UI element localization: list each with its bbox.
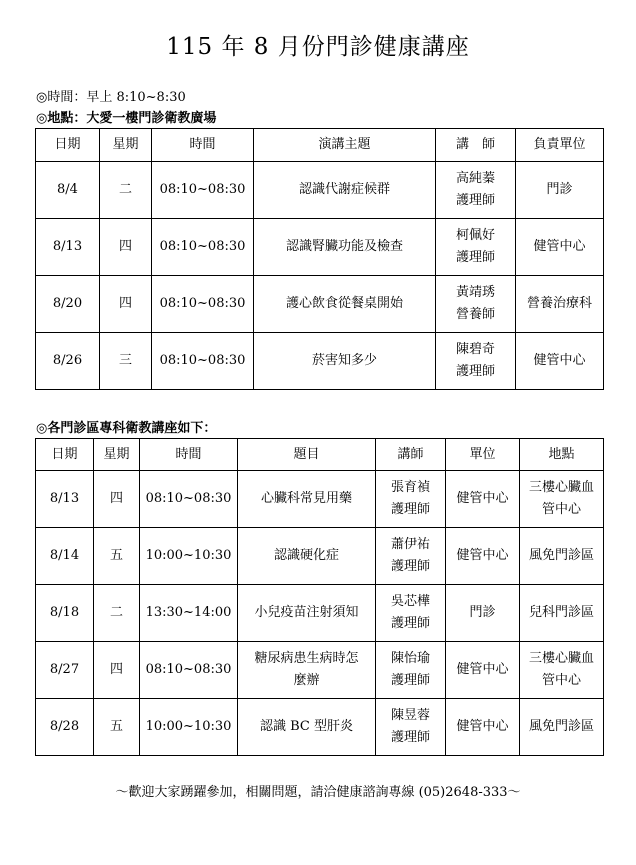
speaker-title: 護理師 — [390, 502, 430, 517]
cell-unit: 門診 — [516, 162, 604, 219]
cell-location — [520, 699, 604, 756]
cell-time: 08:10~08:30 — [152, 333, 254, 390]
speaker-name: 張育禎 — [390, 480, 430, 495]
cell-location — [520, 528, 604, 585]
table-row — [36, 528, 604, 585]
header-unit: 單位 — [446, 439, 520, 471]
speaker-title: 營養師 — [455, 307, 495, 322]
table-row — [36, 276, 604, 333]
cell-date: 8/4 — [36, 162, 100, 219]
cell-location — [520, 471, 604, 528]
header-time: 時間 — [152, 129, 254, 162]
cell-speaker — [376, 471, 446, 528]
header-location: 地點 — [520, 439, 604, 471]
location-line-1: 風免門診區 — [528, 719, 594, 734]
place-info: ◎地點：大愛一樓門診衛教廣場 — [36, 111, 217, 126]
header-speaker: 講 師 — [436, 129, 516, 162]
cell-unit: 健管中心 — [446, 642, 520, 699]
cell-time: 08:10~08:30 — [152, 162, 254, 219]
topic-line-1: 認識硬化症 — [273, 548, 339, 563]
cell-topic — [238, 585, 376, 642]
speaker-name: 柯佩好 — [455, 228, 495, 243]
table-row — [36, 219, 604, 276]
cell-weekday: 二 — [94, 585, 140, 642]
header-topic: 演講主題 — [254, 129, 436, 162]
header-weekday: 星期 — [94, 439, 140, 471]
time-info: ◎時間：早上 8:10~8:30 — [36, 90, 186, 105]
cell-weekday: 四 — [94, 642, 140, 699]
section-heading: ◎各門診區專科衛教講座如下： — [36, 421, 217, 436]
speaker-title: 護理師 — [455, 364, 495, 379]
specialty-lecture-table — [35, 438, 604, 756]
cell-speaker — [436, 162, 516, 219]
table-row — [36, 642, 604, 699]
cell-date: 8/13 — [36, 471, 94, 528]
topic-line-2: 麼辦 — [293, 673, 320, 688]
speaker-name: 陳碧奇 — [455, 342, 495, 357]
speaker-name: 黃靖琇 — [455, 285, 495, 300]
speaker-name: 高純蓁 — [455, 171, 495, 186]
cell-weekday: 二 — [100, 162, 152, 219]
cell-speaker — [436, 276, 516, 333]
cell-unit: 門診 — [446, 585, 520, 642]
cell-topic: 護心飲食從餐桌開始 — [254, 276, 436, 333]
cell-time: 08:10~08:30 — [152, 219, 254, 276]
cell-speaker — [376, 642, 446, 699]
header-time: 時間 — [140, 439, 238, 471]
table-row — [36, 471, 604, 528]
location-line-1: 風免門診區 — [528, 548, 594, 563]
speaker-title: 護理師 — [390, 730, 430, 745]
speaker-name: 吳芯樺 — [390, 594, 430, 609]
location-line-1: 三樓心臟血 — [528, 651, 594, 666]
header-topic: 題目 — [238, 439, 376, 471]
speaker-title: 護理師 — [455, 193, 495, 208]
location-line-2: 管中心 — [541, 673, 581, 688]
cell-weekday: 五 — [94, 528, 140, 585]
cell-unit: 健管中心 — [446, 471, 520, 528]
header-speaker: 講師 — [376, 439, 446, 471]
cell-unit: 健管中心 — [516, 219, 604, 276]
cell-weekday: 四 — [100, 276, 152, 333]
cell-time: 08:10~08:30 — [140, 642, 238, 699]
cell-topic: 認識腎臟功能及檢查 — [254, 219, 436, 276]
cell-unit: 健管中心 — [516, 333, 604, 390]
cell-weekday: 四 — [94, 471, 140, 528]
cell-topic: 菸害知多少 — [254, 333, 436, 390]
cell-topic — [238, 699, 376, 756]
cell-unit: 健管中心 — [446, 528, 520, 585]
table-row — [36, 699, 604, 756]
speaker-name: 陳昱蓉 — [390, 708, 430, 723]
header-unit: 負責單位 — [516, 129, 604, 162]
table-row — [36, 162, 604, 219]
speaker-title: 護理師 — [390, 673, 430, 688]
location-line-1: 三樓心臟血 — [528, 480, 594, 495]
page-title: 115 年 8 月份門診健康講座 — [166, 34, 470, 60]
header-date: 日期 — [36, 129, 100, 162]
cell-speaker — [436, 333, 516, 390]
cell-time: 10:00~10:30 — [140, 699, 238, 756]
topic-line-1: 小兒疫苗注射須知 — [254, 605, 359, 620]
cell-weekday: 四 — [100, 219, 152, 276]
location-line-1: 兒科門診區 — [528, 605, 594, 620]
header-weekday: 星期 — [100, 129, 152, 162]
cell-speaker — [376, 528, 446, 585]
lecture-table-header — [36, 129, 604, 162]
cell-date: 8/13 — [36, 219, 100, 276]
cell-time: 13:30~14:00 — [140, 585, 238, 642]
table-row — [36, 333, 604, 390]
cell-date: 8/26 — [36, 333, 100, 390]
cell-location — [520, 642, 604, 699]
cell-time: 10:00~10:30 — [140, 528, 238, 585]
footer-note: ～歡迎大家踴躍參加，相關問題，請洽健康諮詢專線 (05)2648-333～ — [115, 785, 521, 800]
cell-date: 8/14 — [36, 528, 94, 585]
specialty-table-header — [36, 439, 604, 471]
cell-date: 8/28 — [36, 699, 94, 756]
speaker-name: 陳怡瑜 — [390, 651, 430, 666]
table-row — [36, 585, 604, 642]
speaker-title: 護理師 — [390, 616, 430, 631]
cell-topic — [238, 528, 376, 585]
cell-unit: 營養治療科 — [516, 276, 604, 333]
cell-date: 8/27 — [36, 642, 94, 699]
topic-line-1: 心臟科常見用藥 — [260, 491, 352, 506]
cell-weekday: 五 — [94, 699, 140, 756]
speaker-title: 護理師 — [390, 559, 430, 574]
location-line-2: 管中心 — [541, 502, 581, 517]
topic-line-1: 認識 BC 型肝炎 — [259, 719, 353, 734]
cell-topic — [238, 642, 376, 699]
speaker-name: 蕭伊祐 — [390, 537, 430, 552]
header-date: 日期 — [36, 439, 94, 471]
lecture-table — [35, 128, 604, 390]
cell-unit: 健管中心 — [446, 699, 520, 756]
cell-speaker — [376, 699, 446, 756]
cell-speaker — [376, 585, 446, 642]
cell-date: 8/18 — [36, 585, 94, 642]
topic-line-1: 糖尿病患生病時怎 — [254, 651, 359, 666]
cell-speaker — [436, 219, 516, 276]
cell-time: 08:10~08:30 — [152, 276, 254, 333]
cell-weekday: 三 — [100, 333, 152, 390]
speaker-title: 護理師 — [455, 250, 495, 265]
cell-date: 8/20 — [36, 276, 100, 333]
cell-time: 08:10~08:30 — [140, 471, 238, 528]
cell-topic: 認識代謝症候群 — [254, 162, 436, 219]
cell-topic — [238, 471, 376, 528]
cell-location — [520, 585, 604, 642]
